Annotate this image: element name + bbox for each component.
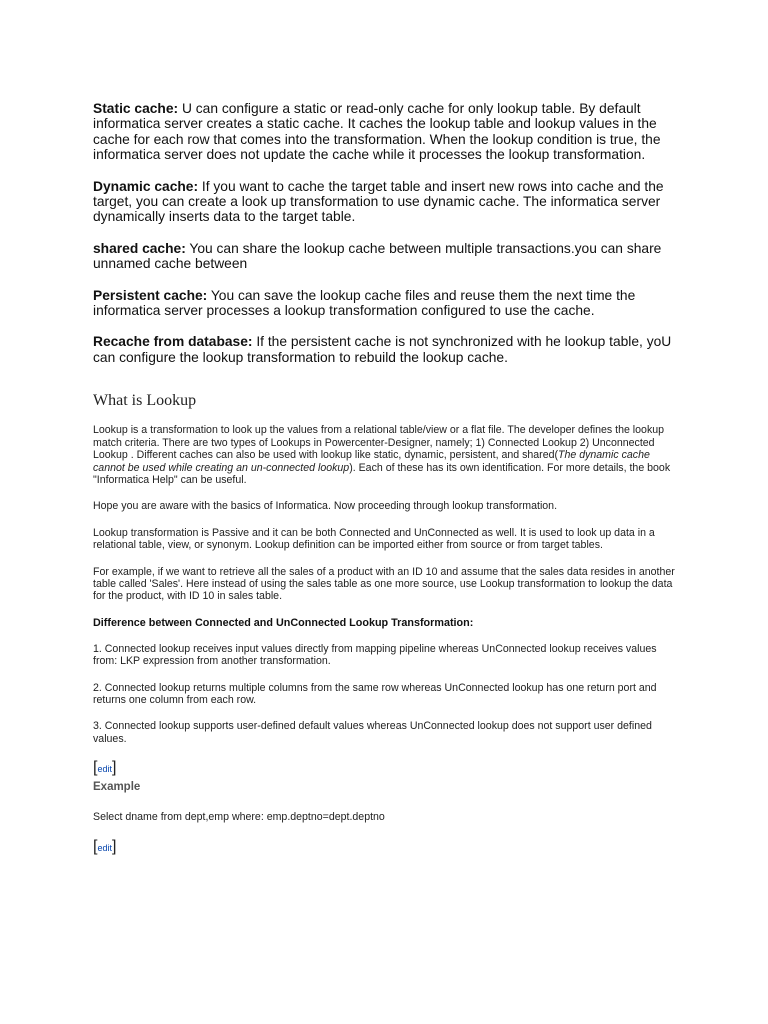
term-text: You can share the lookup cache between multiple transactions.you can share unnamed cache between [93,240,662,272]
term-label: Persistent cache: [93,287,208,303]
example-heading: Example [93,781,141,794]
open-bracket: [ [93,759,98,777]
lookup-intro-paragraph [93,424,683,486]
intro-text: Lookup is a transformation to look up the values from a relational table/view or a flat file. The developer defines the lookup match criteria. There are two types of Lookups in Powercenter-Designer, namely; 1) Connected Lookup 2) Unconnected Lookup . Different caches can also be used with lookup like static, dynamic, persistent, and shared( [93,424,665,462]
example-query: Select dname from dept,emp where: emp.deptno=dept.deptno [93,811,385,824]
term-text: If you want to cache the target table and insert new rows into cache and the target, you can create a look up transformation to use dynamic cache. The informatica server dynamically inserts data to the target table. [93,178,664,225]
term-label: Recache from database: [93,334,253,350]
intro-text-end: ). Each of these has its own identification. For more details, the book "Informatica Help" can be useful. [93,461,671,486]
difference-item: 2. Connected lookup returns multiple columns from the same row whereas UnConnected lookup has one return port and returns one column from each row. [93,681,657,706]
passive-paragraph: Lookup transformation is Passive and it can be both Connected and UnConnected as well. It is used to look up data in a relational table, view, or synonym. Lookup definition can be imported either from source or from target tables. [93,526,655,552]
edit-section-link [93,759,683,777]
close-bracket: ] [111,837,117,855]
open-bracket: [ [93,837,98,855]
term-label: Dynamic cache: [93,178,199,194]
shared-cache-paragraph [93,241,683,272]
edit-section-link [93,838,683,856]
term-text: U can configure a static or read-only cache for only lookup table. By default informatica server creates a static cache. It caches the lookup table and lookup values in the cache for each row that comes into the transformation. When the lookup condition is true, the informatica server does not update the cache while it processes the lookup transformation. [93,101,661,163]
close-bracket: ] [111,759,117,777]
difference-item: 1. Connected lookup receives input values directly from mapping pipeline whereas UnConnected lookup receives values from: LKP expression from another transformation. [93,642,657,668]
term-text: You can save the lookup cache files and reuse them the next time the informatica server processes a lookup transformation configured to use the cache. [93,287,636,319]
persistent-cache-paragraph [93,288,683,319]
document-page [93,101,683,860]
intro-italic-text: The dynamic cache cannot be used while creating an un-connected lookup [93,449,650,474]
difference-heading: Difference between Connected and UnConnected Lookup Transformation: [93,616,474,629]
example-paragraph: For example, if we want to retrieve all the sales of a product with an ID 10 and assume that the sales data resides in another table called 'Sales'. Here instead of using the sales table as one more source, use Lookup transformation to lookup the data for the product, with ID 10 in sales table. [93,565,675,603]
basics-paragraph: Hope you are aware with the basics of Informatica. Now proceeding through lookup transformation. [93,500,558,513]
recache-paragraph [93,334,683,365]
term-text: If the persistent cache is not synchronized with he lookup table, yoU can configure the lookup transformation to rebuild the lookup cache. [93,334,672,365]
dynamic-cache-paragraph [93,179,683,225]
static-cache-paragraph [93,101,683,163]
difference-item: 3. Connected lookup supports user-defined default values whereas UnConnected lookup does not support user defined values. [93,720,652,745]
edit-link[interactable]: edit [97,842,112,853]
term-label: shared cache: [93,240,186,256]
edit-link[interactable]: edit [97,764,112,775]
term-label: Static cache: [93,101,179,116]
section-heading: What is Lookup [93,392,197,410]
